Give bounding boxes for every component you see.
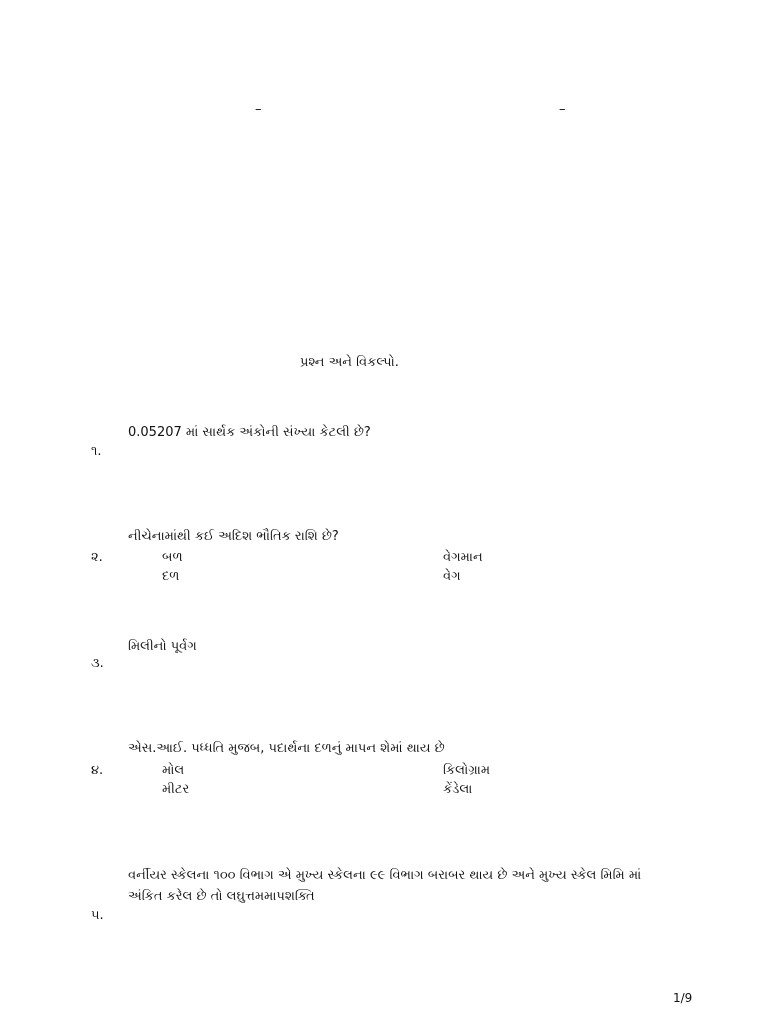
header-dash-left: –: [255, 102, 262, 117]
option-a: બળ: [162, 550, 183, 565]
question-text: એસ.આઈ. પધ્ધતિ મુજબ, પદાર્થના દળનું માપન શેમાં થાય છે: [128, 741, 445, 756]
question-text: મિલીનો પૂર્વગ: [128, 639, 197, 654]
question-text-line-1: વર્નીયર સ્કેલના ૧૦૦ વિભાગ એ મુખ્ય સ્કેલના ૯૯ વિભાગ બરાબર થાય છે અને મુખ્ય સ્કેલ મિમિ માં: [128, 868, 642, 883]
option-c: મીટર: [162, 782, 190, 797]
header-dash-right: –: [559, 102, 566, 117]
question-number: ૩.: [91, 656, 104, 671]
page-number: 1/9: [673, 991, 693, 1005]
question-text-line-2: અંકિત કરેલ છે તો લઘુત્તમમાપશક્તિ: [128, 889, 315, 904]
option-b: કિલોગ્રામ: [443, 763, 491, 778]
option-c: દળ: [162, 569, 180, 584]
question-text: નીચેનામાંથી કઈ અદિશ ભૌતિક રાશિ છે?: [128, 529, 339, 544]
question-number: ૪.: [91, 763, 104, 778]
section-title: પ્રશ્ન અને વિકલ્પો.: [300, 355, 399, 370]
question-number: ૨.: [91, 550, 103, 565]
question-number: ૧.: [91, 444, 102, 459]
option-d: કેંડેલા: [443, 782, 473, 797]
option-a: મોલ: [162, 763, 185, 778]
question-text: 0.05207 માં સાર્થક અંકોની સંખ્યા કેટલી છે?: [128, 425, 371, 440]
question-number: ૫.: [91, 908, 104, 923]
option-d: વેગ: [443, 569, 461, 584]
option-b: વેગમાન: [443, 550, 483, 565]
